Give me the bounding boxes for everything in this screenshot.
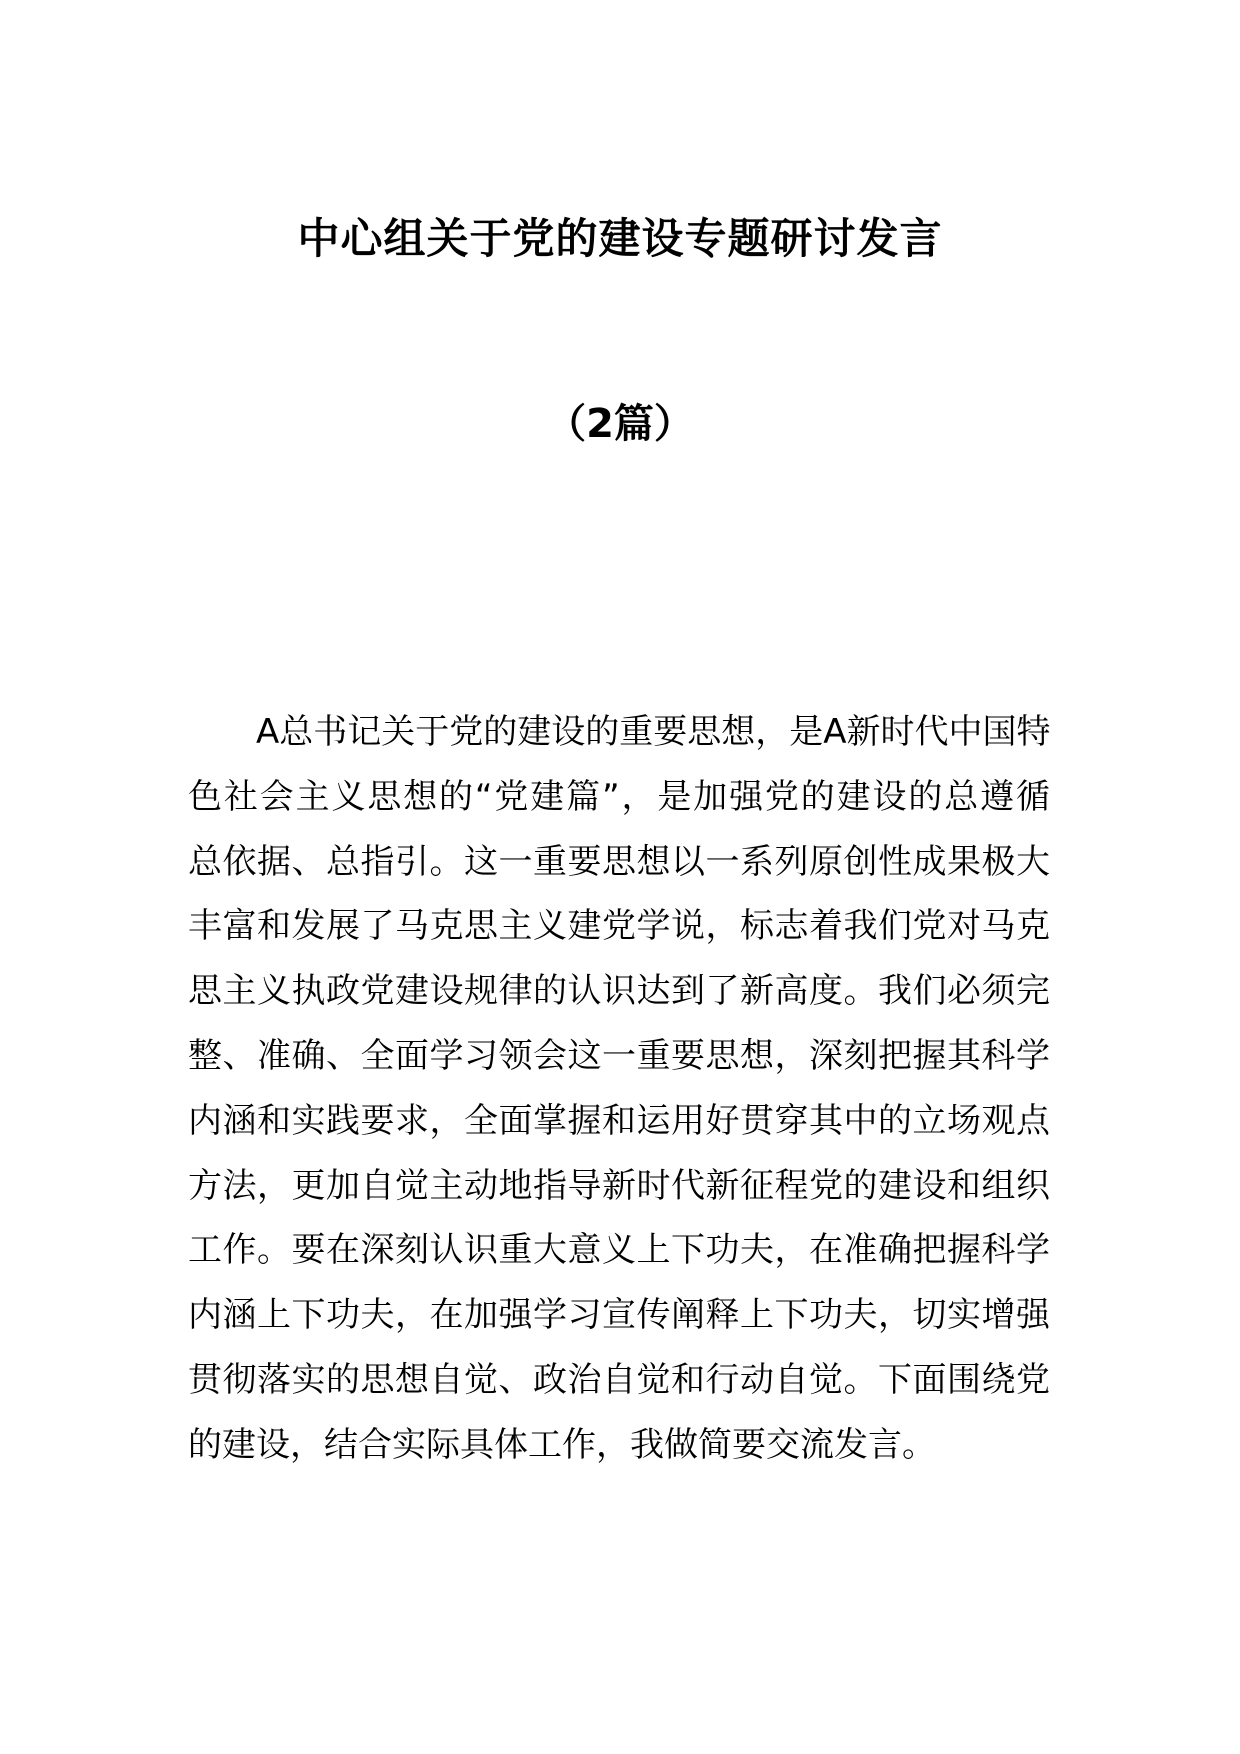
paragraph-line: 丰富和发展了马克思主义建党学说，标志着我们党对马克: [188, 906, 1050, 947]
paragraph-line: 方法，更加自觉主动地指导新时代新征程党的建设和组织: [188, 1165, 1050, 1206]
paragraph-line: 总依据、总指引。这一重要思想以一系列原创性成果极大: [188, 841, 1050, 882]
paragraph-line: 色社会主义思想的“党建篇”，是加强党的建设的总遵循: [188, 776, 1050, 817]
document-subtitle: （2篇）: [546, 401, 694, 447]
paragraph-line: 思主义执政党建设规律的认识达到了新高度。我们必须完: [188, 971, 1050, 1012]
paragraph-line: 贯彻落实的思想自觉、政治自觉和行动自觉。下面围绕党: [188, 1359, 1050, 1400]
paragraph-line: 内涵上下功夫，在加强学习宣传阐释上下功夫，切实增强: [188, 1295, 1050, 1336]
body-paragraph: [188, 700, 1050, 1478]
paragraph-line: A总书记关于党的建设的重要思想，是A新时代中国特: [256, 712, 1051, 752]
paragraph-line: 工作。要在深刻认识重大意义上下功夫，在准确把握科学: [188, 1230, 1050, 1271]
paragraph-line: 整、准确、全面学习领会这一重要思想，深刻把握其科学: [188, 1035, 1050, 1076]
paragraph-line: 内涵和实践要求，全面掌握和运用好贯穿其中的立场观点: [188, 1100, 1050, 1141]
paragraph-line: 的建设，结合实际具体工作，我做简要交流发言。: [188, 1424, 936, 1465]
document-title: 中心组关于党的建设专题研讨发言: [297, 214, 943, 263]
